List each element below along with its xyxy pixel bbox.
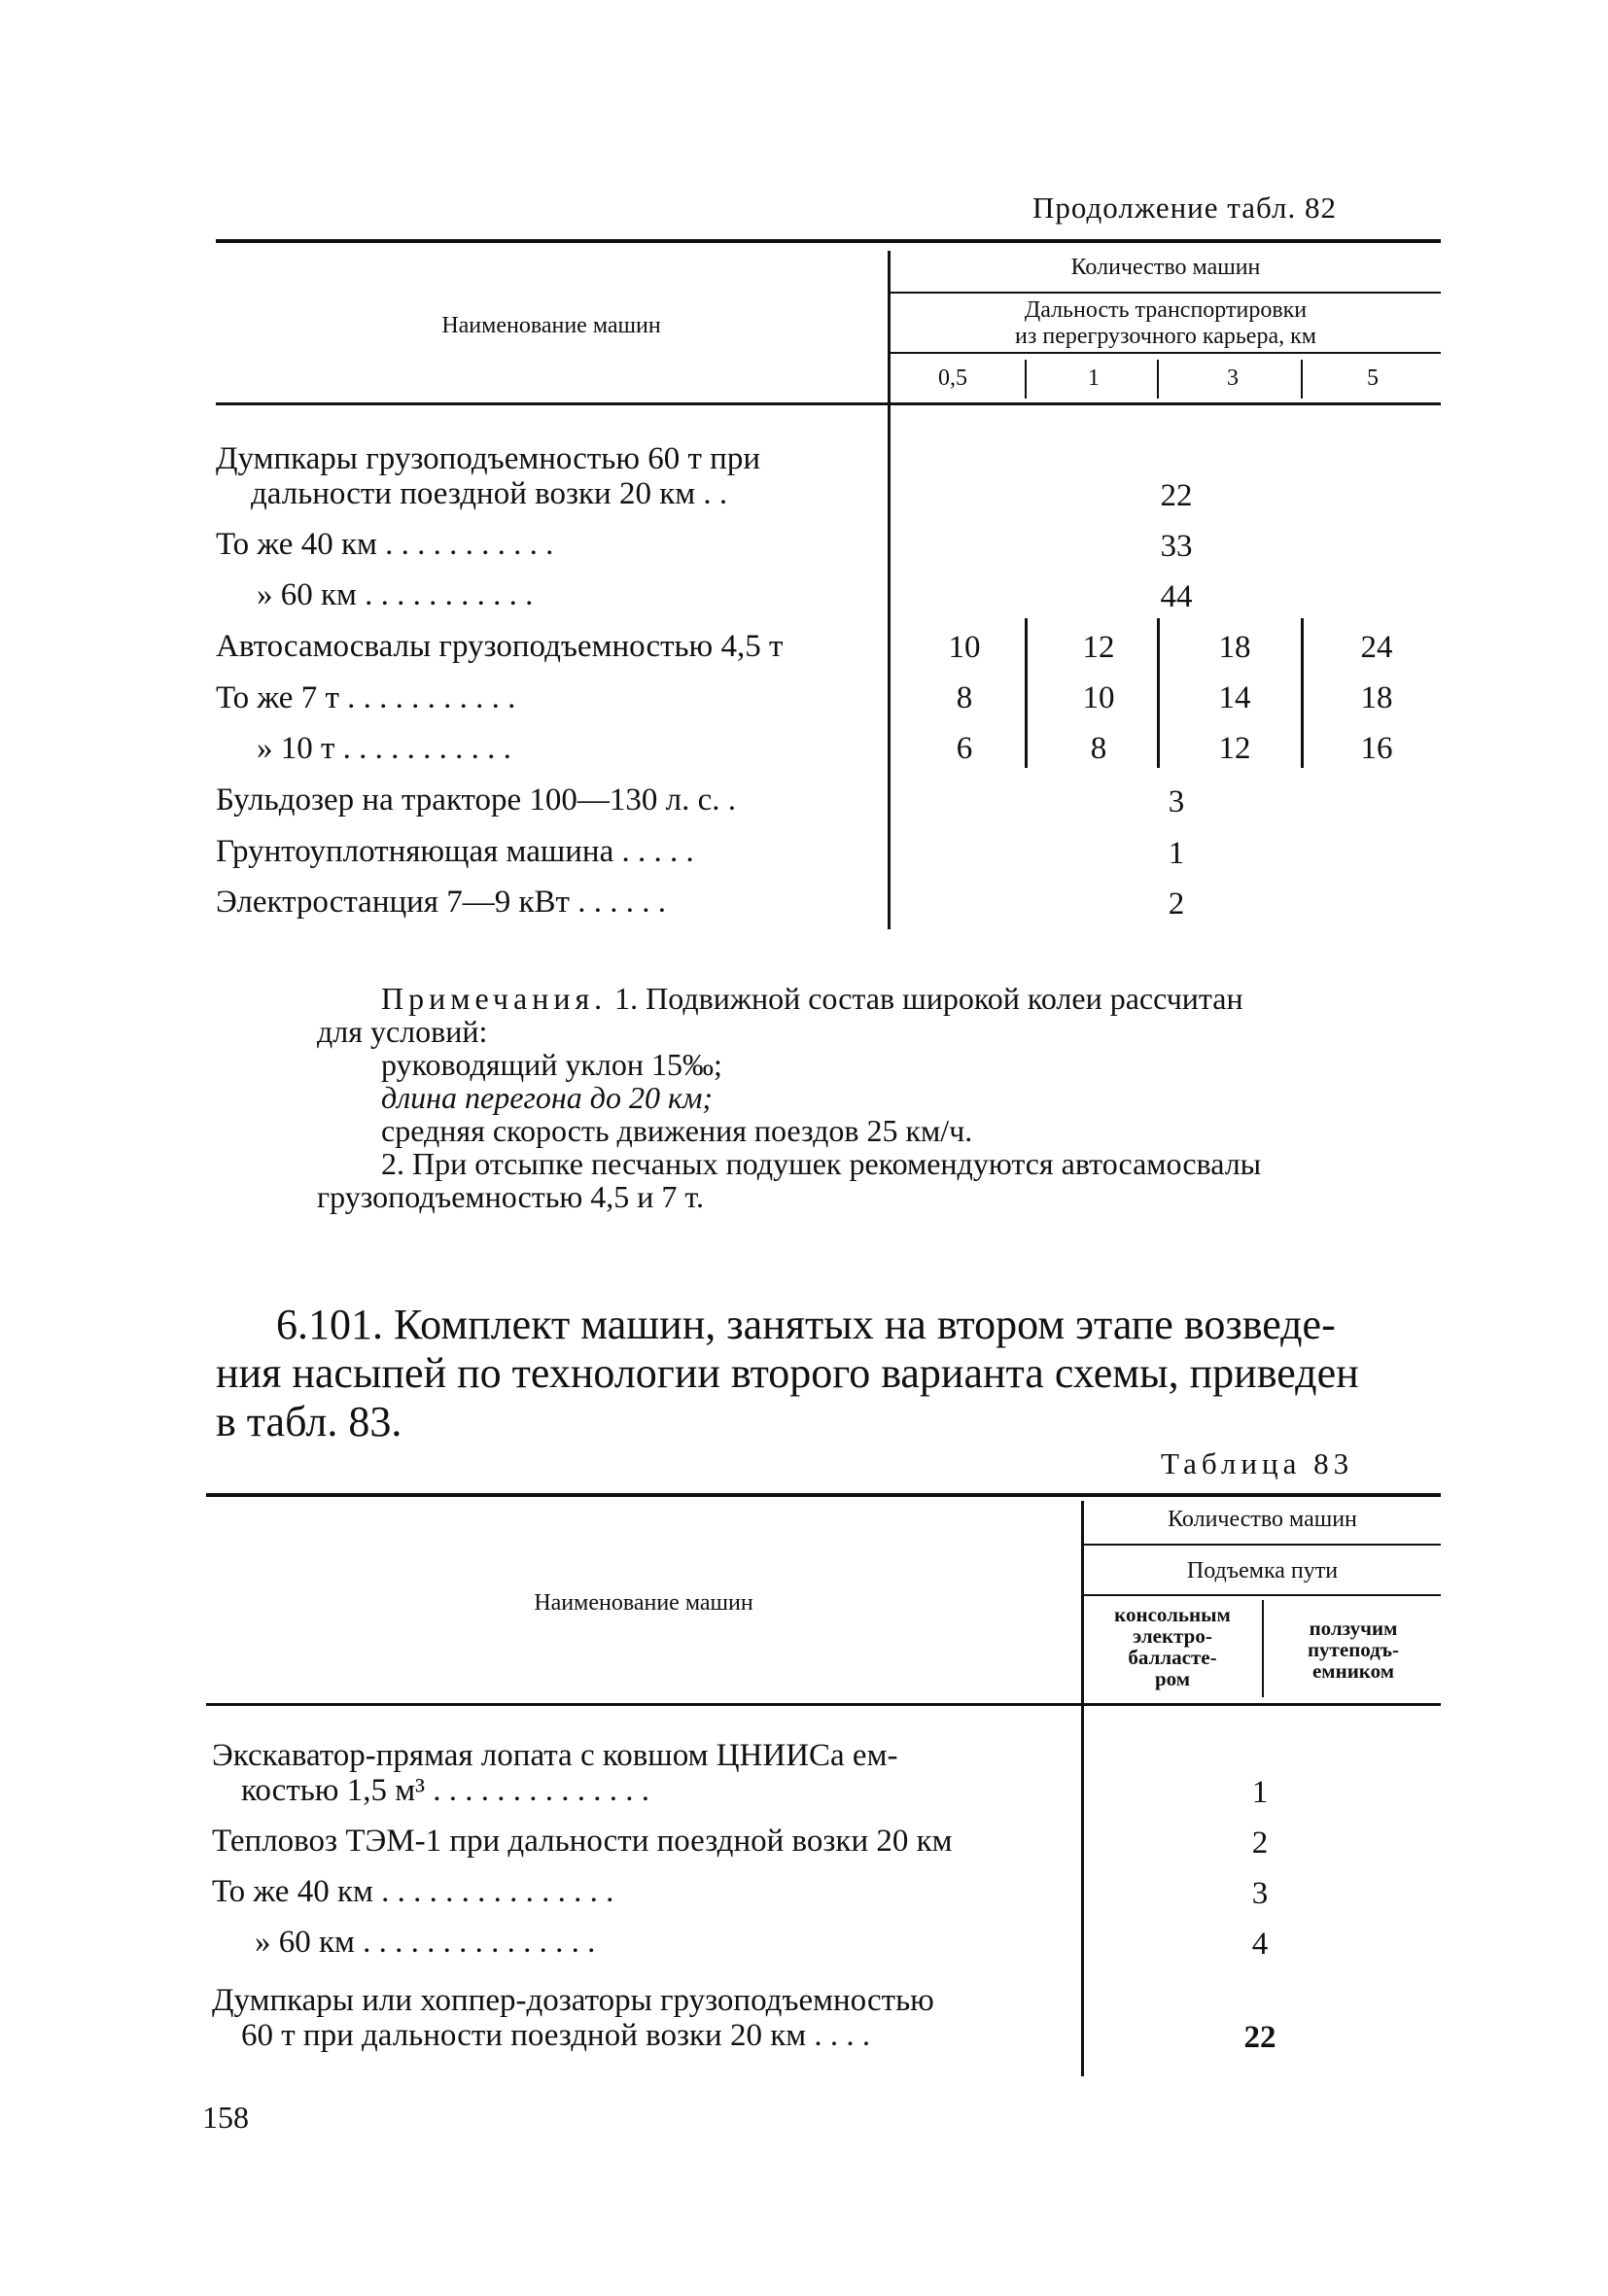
table82-body-divider-3 (1301, 618, 1304, 768)
table82-row-4-name: То же 7 т . . . . . . . . . . . (216, 680, 516, 715)
table82-row-0-value: 22 (1160, 478, 1193, 513)
table82-distance-1: 1 (1088, 365, 1100, 391)
table82-row-4-v2: 14 (1218, 680, 1251, 715)
notes-line-7: грузоподъемностью 4,5 и 7 т. (317, 1179, 704, 1214)
table82-row-1-value: 33 (1160, 529, 1193, 564)
table83-row-0-name-l2: костью 1,5 м³ . . . . . . . . . . . . . . (241, 1773, 649, 1808)
table82-row-0-name-l1: Думпкары грузоподъемностью 60 т при (216, 441, 761, 476)
table82-row-4-v0: 8 (956, 680, 973, 715)
table82-row-5-v0: 6 (956, 731, 973, 766)
table82-body-divider-1 (1025, 618, 1028, 768)
table83-header-rule-2 (1084, 1594, 1441, 1596)
table82-row-4-v3: 18 (1360, 680, 1393, 715)
table82-row-8-value: 2 (1168, 887, 1185, 922)
table83-col2-l1: ползучим (1309, 1617, 1398, 1640)
table82-row-1-name: То же 40 км . . . . . . . . . . . (216, 527, 554, 562)
table82-distance-2: 3 (1227, 365, 1239, 391)
table83-col1-header (1087, 1604, 1258, 1689)
table83-row-4-name-l2: 60 т при дальности поездной возки 20 км . . . . (241, 2018, 871, 2053)
table82-distance-0: 0,5 (938, 365, 967, 391)
table82-header-bottom-rule (216, 402, 1441, 405)
notes-line-3: руководящий уклон 15‰; (381, 1047, 722, 1082)
notes-line-1-text: 1. Подвижной состав широкой колеи рассчитан (607, 981, 1243, 1016)
notes-line-4: длина перегона до 20 км; (381, 1080, 714, 1115)
table82-row-5-v3: 16 (1360, 731, 1393, 766)
notes-label: Примечания. (381, 981, 608, 1016)
table82-hdr-divider-3 (1301, 360, 1303, 399)
table83-row-0-value: 1 (1251, 1775, 1269, 1810)
paragraph-line-2: ния насыпей по технологии второго варианта схемы, приведен (216, 1349, 1359, 1397)
table82-row-8-name: Электростанция 7—9 кВт . . . . . . (216, 885, 666, 920)
table82-row-2-name: » 60 км . . . . . . . . . . . (257, 577, 534, 612)
table82-row-5-v1: 8 (1090, 731, 1107, 766)
table82-header-rule-2 (891, 352, 1441, 354)
table82-subgroup-line2: из перегрузочного карьера, км (1015, 324, 1316, 349)
table83-col1-l2: электро- (1133, 1624, 1212, 1648)
table83-header-bottom-rule (206, 1703, 1441, 1706)
table83-name-divider (1081, 1501, 1084, 2076)
table83-name-header: Наименование машин (534, 1590, 753, 1616)
table82-hdr-divider-1 (1025, 360, 1027, 399)
table82-row-2-value: 44 (1160, 579, 1193, 614)
table83-row-2-name: То же 40 км . . . . . . . . . . . . . . . (212, 1874, 614, 1909)
table83-col2-l3: емником (1311, 1659, 1395, 1683)
table82-caption: Продолжение табл. 82 (1032, 191, 1337, 225)
table83-row-2-value: 3 (1251, 1876, 1269, 1911)
table83-row-1-name: Тепловоз ТЭМ-1 при дальности поездной возки 20 км (212, 1824, 953, 1859)
table83-top-rule (206, 1493, 1441, 1497)
table82-row-7-value: 1 (1168, 836, 1185, 871)
table83-row-4-value: 22 (1243, 2020, 1276, 2055)
table83-col2-l2: путеподъ- (1307, 1638, 1400, 1661)
table82-distance-3: 5 (1367, 365, 1379, 391)
table83-col2-header (1266, 1618, 1441, 1682)
table82-row-5-name: » 10 т . . . . . . . . . . . (257, 731, 511, 766)
table82-row-3-name: Автосамосвалы грузоподъемностью 4,5 т (216, 629, 784, 664)
table82-row-4-v1: 10 (1082, 680, 1115, 715)
notes-line-5: средняя скорость движения поездов 25 км/ч. (381, 1113, 973, 1148)
table83-col1-l1: консольным (1114, 1603, 1231, 1626)
table82-row-3-v1: 12 (1082, 630, 1115, 665)
table82-header-rule-1 (891, 292, 1441, 294)
table83-caption: Таблица 83 (1161, 1446, 1354, 1480)
table82-hdr-divider-2 (1157, 360, 1159, 399)
table83-col1-l3: балласте- (1128, 1646, 1217, 1669)
table82-row-3-v0: 10 (948, 630, 981, 665)
table83-hdr-divider (1262, 1600, 1264, 1697)
notes-line-2: для условий: (317, 1014, 488, 1049)
table82-group-header: Количество машин (1070, 255, 1261, 280)
table83-group-header: Количество машин (1168, 1507, 1357, 1532)
table83-row-1-value: 2 (1251, 1826, 1269, 1861)
table83-row-3-name: » 60 км . . . . . . . . . . . . . . . (255, 1925, 596, 1960)
table82-row-5-v2: 12 (1218, 731, 1251, 766)
table82-row-7-name: Грунтоуплотняющая машина . . . . . (216, 834, 694, 869)
table82-row-6-value: 3 (1168, 784, 1185, 819)
notes-line-1 (381, 982, 1243, 1015)
table82-subgroup-line1: Дальность транспортировки (1024, 297, 1308, 323)
table82-row-6-name: Бульдозер на тракторе 100—130 л. с. . (216, 783, 737, 818)
notes-line-6: 2. При отсыпке песчаных подушек рекомендуются автосамосвалы (381, 1146, 1262, 1181)
paragraph-line-1: 6.101. Комплект машин, занятых на втором этапе возведе- (276, 1301, 1336, 1348)
table83-col1-l4: ром (1154, 1667, 1191, 1690)
table83-row-3-value: 4 (1251, 1927, 1269, 1962)
table82-top-rule (216, 239, 1441, 243)
paragraph-line-3: в табл. 83. (216, 1398, 402, 1445)
table82-row-3-v3: 24 (1360, 630, 1393, 665)
table82-name-header: Наименование машин (441, 313, 661, 338)
table82-row-0-name-l2: дальности поездной возки 20 км . . (251, 476, 728, 511)
table82-body-divider-2 (1157, 618, 1160, 768)
table83-subgroup: Подъемка пути (1186, 1558, 1339, 1583)
table82-row-3-v2: 18 (1218, 630, 1251, 665)
table83-row-4-name-l1: Думпкары или хоппер-дозаторы грузоподъемностью (212, 1983, 934, 2018)
page-number: 158 (202, 2100, 249, 2135)
table83-header-rule-1 (1084, 1544, 1441, 1546)
table83-row-0-name-l1: Экскаватор-прямая лопата с ковшом ЦНИИСа ем- (212, 1738, 898, 1773)
